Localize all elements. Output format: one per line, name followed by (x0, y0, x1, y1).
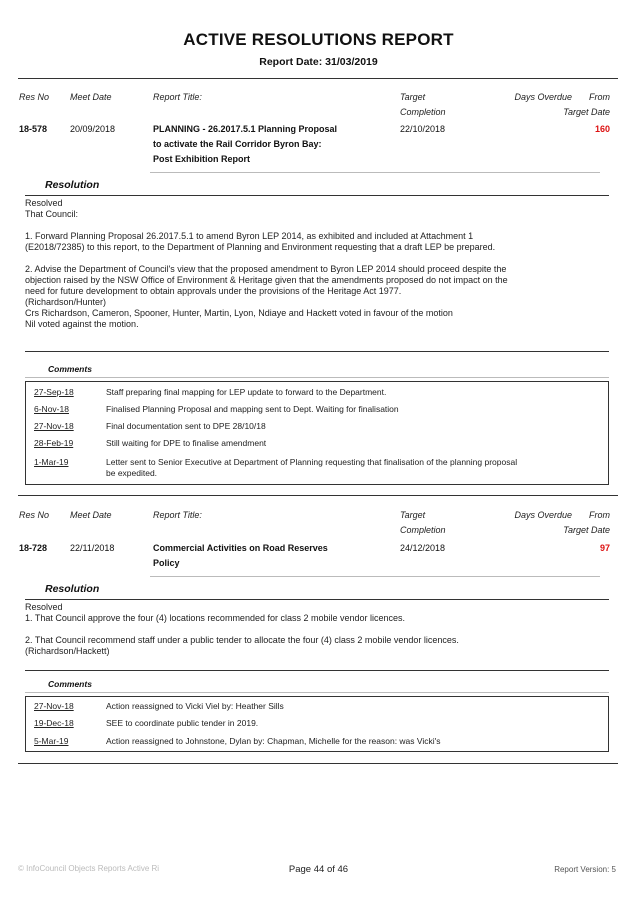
comment-date-link[interactable]: 6-Nov-18 (34, 404, 69, 414)
comment-date-link[interactable]: 27-Nov-18 (34, 421, 74, 431)
header-completion: Completion (400, 107, 446, 117)
days-overdue: 97 (599, 543, 610, 553)
divider (25, 377, 609, 378)
comment-text: Staff preparing final mapping for LEP update to forward to the Department. (106, 387, 387, 397)
divider (25, 692, 609, 693)
header-days-overdue: Days Overdue (514, 92, 572, 102)
comment-text: SEE to coordinate public tender in 2019. (106, 718, 259, 728)
divider (18, 763, 618, 764)
header-from: From (589, 92, 610, 102)
comment-text: Letter sent to Senior Executive at Department of Planning requesting that finalisation of the planning proposal be expedited. (106, 457, 518, 478)
header-target-date: Target Date (563, 525, 610, 535)
header-target: Target (400, 510, 426, 520)
divider (150, 576, 600, 577)
comments-box (25, 696, 609, 752)
resolution-heading: Resolution (45, 583, 100, 595)
divider (18, 495, 618, 496)
comments-heading: Comments (48, 364, 92, 374)
comments-box (25, 381, 609, 485)
header-from: From (589, 510, 610, 520)
header-meet-date: Meet Date (70, 92, 112, 102)
days-overdue: 160 (594, 124, 610, 134)
divider (18, 78, 618, 79)
target-completion: 22/10/2018 (400, 124, 446, 134)
meet-date: 22/11/2018 (70, 543, 115, 553)
comment-date-link[interactable]: 27-Nov-18 (34, 701, 74, 711)
report-date: Report Date: 31/03/2019 (259, 56, 378, 68)
report-title-line: Policy (153, 558, 180, 568)
comment-date-link[interactable]: 19-Dec-18 (34, 718, 74, 728)
report-title-line: PLANNING - 26.2017.5.1 Planning Proposal (153, 124, 338, 134)
comment-text: Still waiting for DPE to finalise amendment (106, 438, 267, 448)
header-meet-date: Meet Date (70, 510, 112, 520)
header-res-no: Res No (19, 92, 50, 102)
divider (25, 195, 609, 196)
comment-date-link[interactable]: 28-Feb-19 (34, 438, 74, 448)
meet-date: 20/09/2018 (70, 124, 116, 134)
report-title: ACTIVE RESOLUTIONS REPORT (183, 30, 454, 49)
report-title-line: to activate the Rail Corridor Byron Bay: (153, 139, 322, 149)
header-days-overdue: Days Overdue (514, 510, 572, 520)
report-title-line: Post Exhibition Report (153, 154, 251, 164)
comment-text: Action reassigned to Johnstone, Dylan by: Chapman, Michelle for the reason: was Vicki's (106, 736, 441, 746)
comment-text: Action reassigned to Vicki Viel by: Heather Sills (106, 701, 284, 711)
report-version: Report Version: 5 (554, 865, 616, 874)
report-title-line: Commercial Activities on Road Reserves (153, 543, 328, 553)
comments-heading: Comments (48, 679, 92, 689)
header-completion: Completion (400, 525, 446, 535)
target-completion: 24/12/2018 (400, 543, 446, 553)
header-res-no: Res No (19, 510, 50, 520)
resolution-heading: Resolution (45, 179, 100, 191)
divider (25, 670, 609, 671)
footer-left: © InfoCouncil Objects Reports Active Ri (18, 864, 160, 873)
comment-date-link[interactable]: 5-Mar-19 (34, 736, 69, 746)
comment-date-link[interactable]: 1-Mar-19 (34, 457, 69, 467)
res-no: 18-578 (19, 124, 48, 134)
comment-text: Finalised Planning Proposal and mapping sent to Dept. Waiting for finalisation (106, 404, 399, 414)
header-report-title: Report Title: (153, 510, 202, 520)
header-report-title: Report Title: (153, 92, 202, 102)
comment-text: Final documentation sent to DPE 28/10/18 (106, 421, 266, 431)
divider (25, 599, 609, 600)
resolution-text: Resolved 1. That Council approve the four (4) locations recommended for class 2 mobile vendor licences. 2. That Council recommend staff under a public tender to allocate the four (4) class 2 mobile vendor licences. (Richardson/Hackett) (25, 602, 459, 656)
resolution-text: Resolved That Council: 1. Forward Planning Proposal 26.2017.5.1 to amend Byron LEP 2014, as exhibited and included at Attachment 1 (E2018/72385) to this report, to the Department of Planning and Environment requesting that a draft LEP be prepared. 2. Advise the Department of Council's view that the proposed amendment to Byron LEP 2014 should proceed despite the objection raised by the NSW Office of Environment & Heritage given that the amendments proposed do not impact on the need for future development to obtain approvals under the provisions of the Heritage Act 1977. (Richardson/Hunter) Crs Richardson, Cameron, Spooner, Hunter, Martin, Lyon, Ndiaye and Hackett voted in favour of the motion Nil voted against the motion. (25, 198, 508, 329)
comment-date-link[interactable]: 27-Sep-18 (34, 387, 74, 397)
page-number: Page 44 of 46 (288, 864, 349, 875)
header-target-date: Target Date (563, 107, 610, 117)
header-target: Target (400, 92, 426, 102)
res-no: 18-728 (19, 543, 48, 553)
divider (25, 351, 609, 352)
divider (150, 172, 600, 173)
